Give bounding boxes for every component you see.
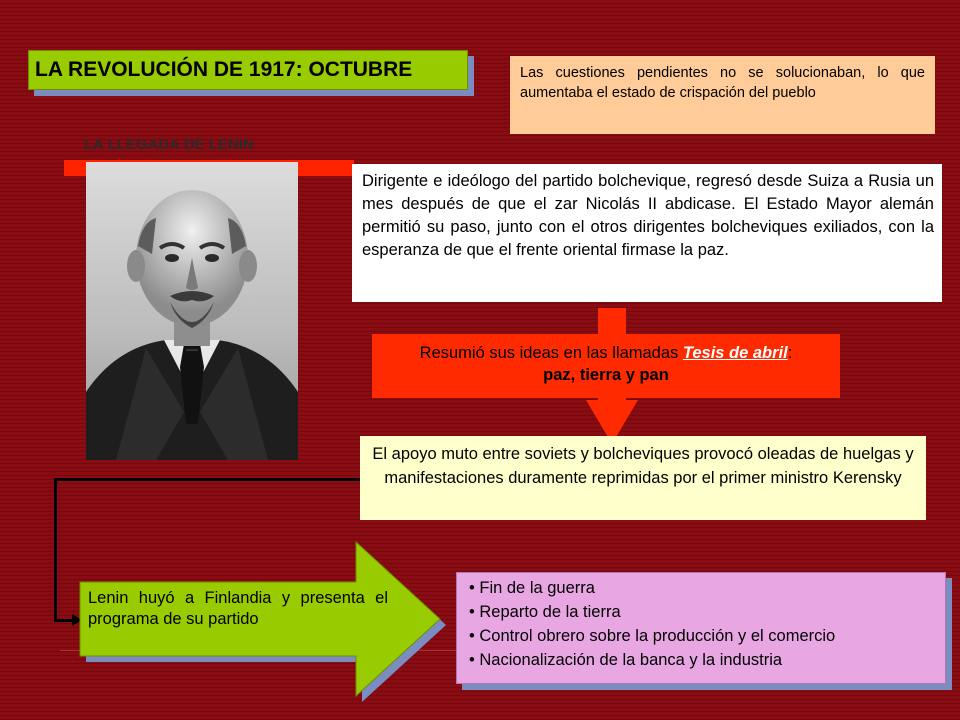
program-item: • Fin de la guerra	[469, 576, 945, 600]
note-box: Las cuestiones pendientes no se solucionaban, lo que aumentaba el estado de crispación del pueblo	[510, 56, 935, 134]
slide-title: LA REVOLUCIÓN DE 1917: OCTUBRE	[28, 50, 468, 90]
program-item: • Control obrero sobre la producción y el comercio	[469, 624, 945, 648]
section-subtitle: LA LLEGADA DE LENIN	[84, 136, 254, 153]
connector-line-vertical	[54, 478, 57, 622]
connector-line-bottom	[54, 619, 74, 622]
portrait-illustration	[86, 162, 298, 460]
tesis-suffix: :	[787, 344, 793, 362]
program-list	[469, 576, 945, 672]
program-list-box	[456, 572, 946, 684]
program-item: • Reparto de la tierra	[469, 600, 945, 624]
soviets-box: El apoyo muto entre soviets y bolcheviques provocó oleadas de huelgas y manifestaciones duramente reprimidas por el primer ministro Kerensky	[360, 436, 926, 520]
lenin-description: Dirigente e ideólogo del partido bolchevique, regresó desde Suiza a Rusia un mes después de que el zar Nicolás II abdicase. El Estado Mayor alemán permitió su paso, junto con el otros dirigentes bolcheviques exiliados, con la esperanza de que el frente oriental firmase la paz.	[352, 164, 942, 302]
tesis-de-abril-link[interactable]: Tesis de abril	[682, 344, 788, 362]
tesis-de-abril-box	[372, 334, 840, 398]
tesis-prefix: Resumió sus ideas en las llamadas	[419, 344, 683, 362]
connector-line-top	[54, 478, 360, 481]
lenin-fled-text: Lenin huyó a Finlandia y presenta el programa de su partido	[88, 589, 388, 628]
portrait-photo	[86, 162, 298, 460]
tesis-slogan: paz, tierra y pan	[543, 366, 669, 384]
program-item: • Nacionalización de la banca y la industria	[469, 648, 945, 672]
